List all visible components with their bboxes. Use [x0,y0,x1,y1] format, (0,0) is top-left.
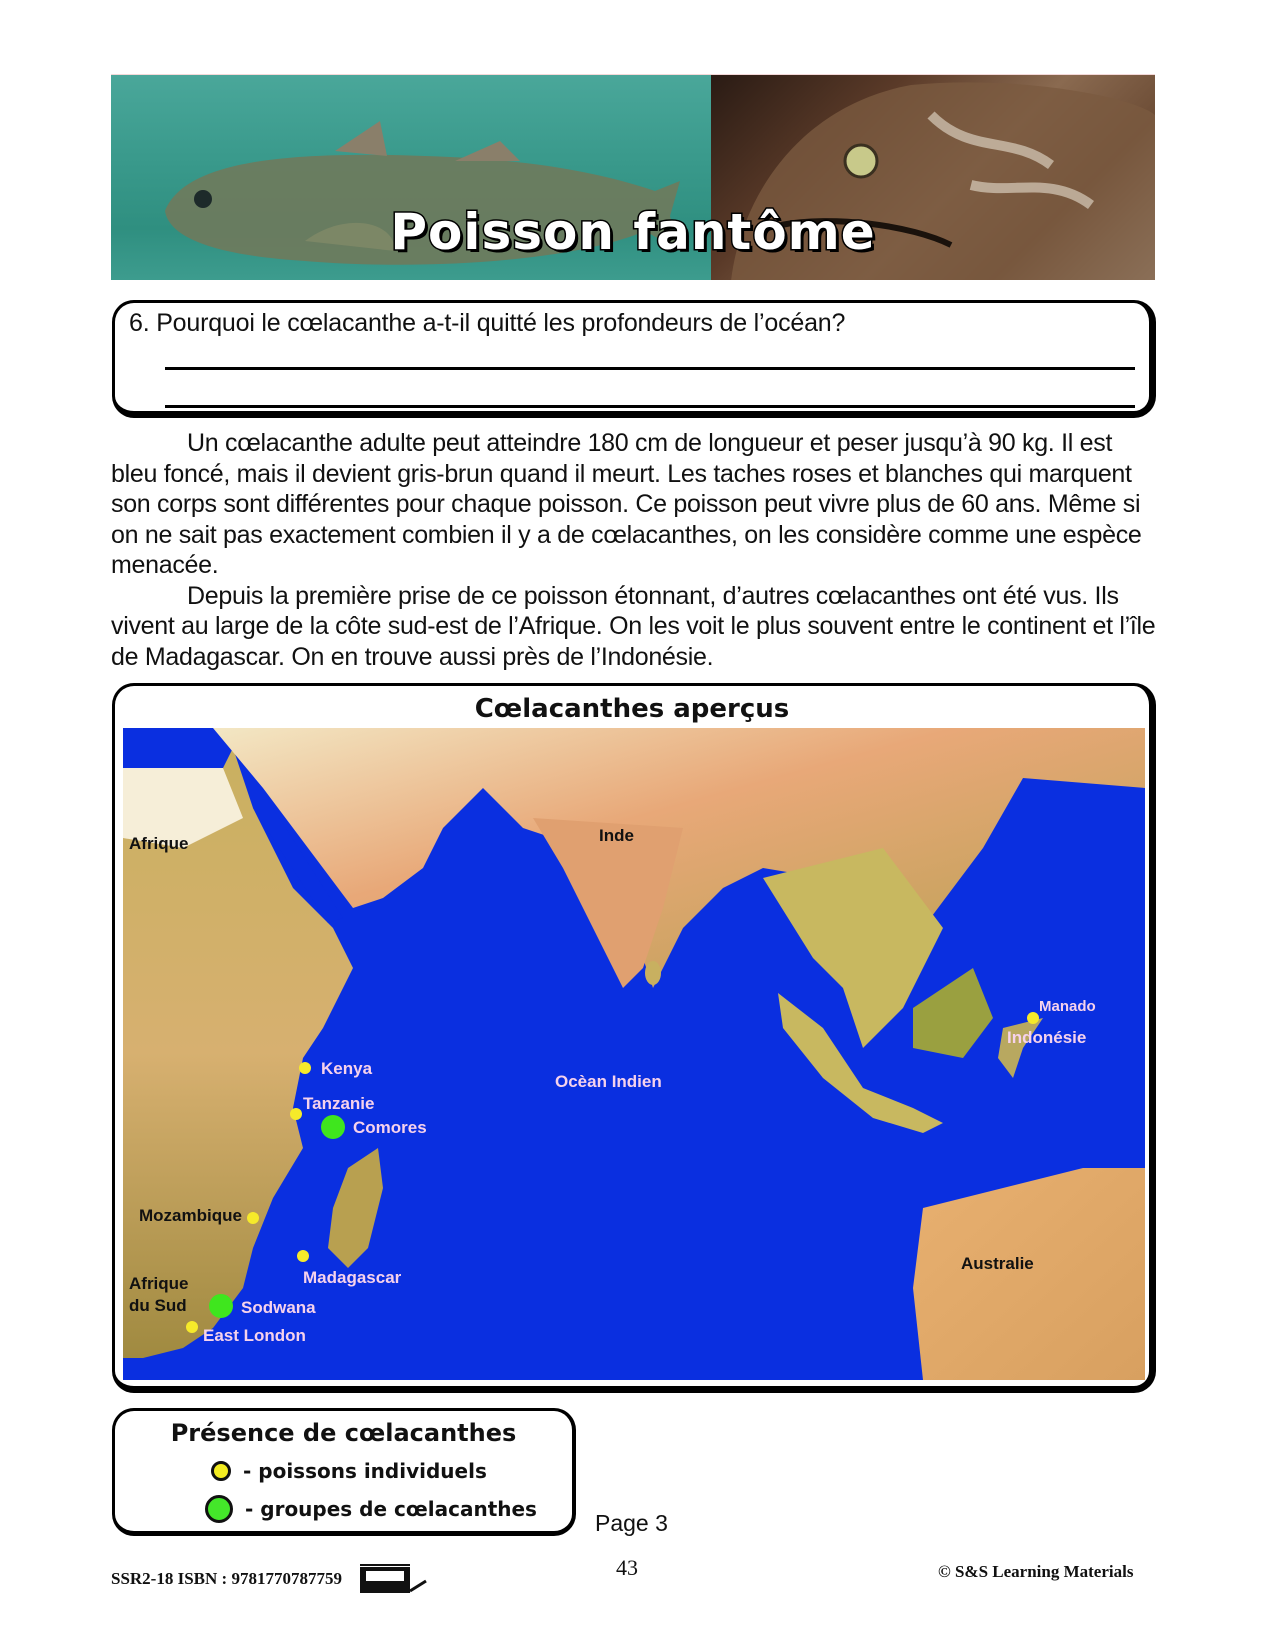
label-ocean-indien: Ocèan Indien [555,1072,662,1091]
sighting-dot-tanzanie [290,1108,302,1120]
map-box [112,683,1156,1393]
paragraph: Un cœlacanthe adulte peut atteindre 180 cm de longueur et peser jusqu’à 90 kg. Il est bleu foncé, mais il devient gris-brun quand il meurt. Les taches roses et blanches qui marquent son corps sont différentes pour chaque poisson. Ce poisson peut vivre plus de 60 ans. Même si on ne sait pas exactement combien il y a de cœlacanthes, on les considère comme une espèce menacée. [111,429,1142,579]
indian-ocean-map [123,728,1145,1380]
label-madagascar: Madagascar [303,1268,402,1287]
sighting-dot-manado [1027,1012,1039,1024]
answer-line[interactable] [165,405,1135,408]
sighting-group-comores [321,1115,345,1139]
header-banner [111,74,1155,280]
footer-copyright: © S&S Learning Materials [938,1562,1134,1581]
sighting-dot-mozambique [247,1212,259,1224]
sighting-dot-kenya [299,1062,311,1074]
legend-item-individual [211,1459,487,1483]
label-mozambique: Mozambique [139,1206,242,1225]
sighting-dot-madagascar [297,1250,309,1262]
map-landmasses-icon [123,728,1145,1380]
page-label: Page 3 [595,1510,668,1536]
question-box [112,300,1156,418]
paragraph: Depuis la première prise de ce poisson étonnant, d’autres cœlacanthes ont été vus. Ils vivent au large de la côte sud-est de l’Afrique. On les voit le plus souvent entre le continent et l’île de Madagascar. On en trouve aussi près de l’Indonésie. [111,581,1156,671]
map-title: Cœlacanthes aperçus [474,694,790,724]
legend-item-group [205,1495,537,1523]
label-sodwana: Sodwana [241,1298,316,1317]
green-dot-icon [205,1495,233,1523]
label-manado: Manado [1039,998,1096,1015]
book-logo-icon [356,1561,428,1597]
article-body [111,428,1161,672]
answer-line[interactable] [165,367,1135,370]
label-inde: Inde [599,826,634,845]
footer-left [111,1561,428,1597]
legend-label-individual: - poissons individuels [243,1459,487,1483]
page-title: Poisson fantôme [390,203,876,261]
label-east-london: East London [203,1326,306,1345]
yellow-dot-icon [211,1461,231,1481]
label-tanzanie: Tanzanie [303,1094,375,1113]
legend-label-group: - groupes de cœlacanthes [245,1497,537,1521]
question-text: 6. Pourquoi le cœlacanthe a-t-il quitté les profondeurs de l’océan? [129,309,846,337]
label-afrique: Afrique [129,834,189,853]
footer-isbn: SSR2-18 ISBN : 9781770787759 [111,1569,342,1588]
label-indonesie: Indonésie [1007,1028,1087,1047]
label-afrique-du-sud-2: du Sud [129,1296,187,1315]
sighting-group-sodwana [209,1294,233,1318]
map-legend [112,1408,576,1536]
legend-title: Présence de cœlacanthes [170,1419,517,1447]
sighting-dot-east-london [186,1321,198,1333]
footer-page-number: 43 [616,1555,638,1580]
label-afrique-du-sud: Afrique [129,1274,189,1293]
label-comores: Comores [353,1118,427,1137]
label-australie: Australie [961,1254,1034,1273]
label-kenya: Kenya [321,1059,373,1078]
